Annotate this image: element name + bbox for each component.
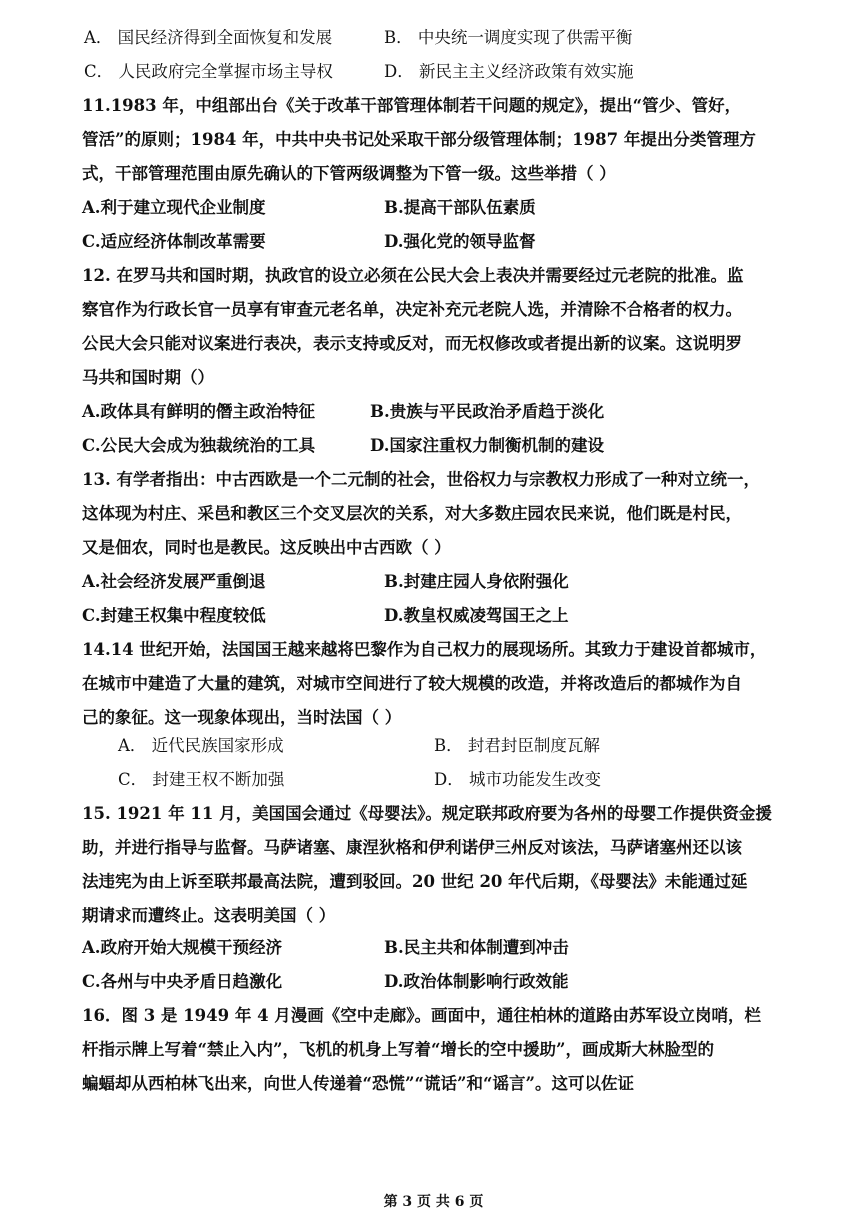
q15-line-4: 期请求而遭终止。这表明美国（ ） xyxy=(82,906,336,925)
q16-line-2: 杆指示牌上写着“禁止入内”，飞机的机身上写着“增长的空中援助”，画成斯大林脸型的 xyxy=(82,1040,714,1059)
q16-stem xyxy=(82,999,782,1101)
q12-option-c: C.公民大会成为独裁统治的工具 xyxy=(82,436,316,455)
q16-line-1: 16．图 3 是 1949 年 4 月漫画《空中走廊》。画面中，通往柏林的道路由苏军设立岗哨，栏 xyxy=(82,1006,762,1025)
q11-line-1: 11.1983 年，中组部出台《关于改革干部管理体制若干问题的规定》，提出“管少、管好， xyxy=(82,96,742,115)
q14-option-b: B． 封君封臣制度瓦解 xyxy=(434,736,600,755)
q15-option-c: C.各州与中央矛盾日趋激化 xyxy=(82,972,283,991)
q10-option-a: A． 国民经济得到全面恢复和发展 xyxy=(84,28,333,47)
q10-options-row-1 xyxy=(0,21,867,55)
q11-options-row-1 xyxy=(0,191,867,225)
q12-line-3: 公民大会只能对议案进行表决，表示支持或反对，而无权修改或者提出新的议案。这说明罗 xyxy=(82,334,742,353)
q14-options-row-2 xyxy=(0,763,867,797)
q12-line-4: 马共和国时期（） xyxy=(82,368,214,387)
q12-options-row-2 xyxy=(0,429,867,463)
q13-line-2: 这体现为村庄、采邑和教区三个交叉层次的关系，对大多数庄园农民来说，他们既是村民， xyxy=(82,504,742,523)
q15-option-b: B.民主共和体制遭到冲击 xyxy=(384,938,569,957)
q13-option-c: C.封建王权集中程度较低 xyxy=(82,606,266,625)
q15-option-d: D.政治体制影响行政效能 xyxy=(384,972,569,991)
q11-line-2: 管活”的原则；1984 年，中共中央书记处采取干部分级管理体制；1987 年提出分类管理方 xyxy=(82,130,756,149)
q11-stem xyxy=(82,89,782,191)
q14-option-d: D． 城市功能发生改变 xyxy=(434,770,601,789)
q15-line-1: 15. 1921 年 11 月，美国国会通过《母婴法》。规定联邦政府要为各州的母婴工作提供资金援 xyxy=(82,804,772,823)
q10-options-row-2 xyxy=(0,55,867,89)
q13-options-row-2 xyxy=(0,599,867,633)
q11-option-c: C.适应经济体制改革需要 xyxy=(82,232,266,251)
q15-line-3: 法违宪为由上诉至联邦最高法院，遭到驳回。20 世纪 20 年代后期，《母婴法》未能通过延 xyxy=(82,872,748,891)
q12-line-2: 察官作为行政长官一员享有审查元老名单，决定补充元老院人选，并清除不合格者的权力。 xyxy=(82,300,742,319)
q12-option-b: B.贵族与平民政治矛盾趋于淡化 xyxy=(370,402,605,421)
q10-option-d: D． 新民主主义经济政策有效实施 xyxy=(384,62,634,81)
q14-stem xyxy=(82,633,782,735)
q13-option-a: A.社会经济发展严重倒退 xyxy=(82,572,266,591)
q12-stem xyxy=(82,259,782,395)
q15-option-a: A.政府开始大规模干预经济 xyxy=(82,938,283,957)
q15-options-row-1 xyxy=(0,931,867,965)
q13-option-b: B.封建庄园人身依附强化 xyxy=(384,572,569,591)
q12-options-row-1 xyxy=(0,395,867,429)
q11-option-a: A.利于建立现代企业制度 xyxy=(82,198,266,217)
q14-line-1: 14.14 世纪开始，法国国王越来越将巴黎作为自己权力的展现场所。其致力于建设首都城市， xyxy=(82,640,767,659)
q15-stem xyxy=(82,797,782,933)
q14-option-a: A． 近代民族国家形成 xyxy=(118,736,284,755)
page-number-footer: 第 3 页 共 6 页 xyxy=(383,1194,484,1210)
q14-line-2: 在城市中建造了大量的建筑，对城市空间进行了较大规模的改造，并将改造后的都城作为自 xyxy=(82,674,742,693)
q13-stem xyxy=(82,463,782,565)
q13-line-3: 又是佃农，同时也是教民。这反映出中古西欧（ ） xyxy=(82,538,451,557)
q13-option-d: D.教皇权威凌驾国王之上 xyxy=(384,606,569,625)
q12-line-1: 12. 在罗马共和国时期，执政官的设立必须在公民大会上表决并需要经过元老院的批准。监 xyxy=(82,266,744,285)
q11-option-d: D.强化党的领导监督 xyxy=(384,232,536,251)
q10-option-b: B． 中央统一调度实现了供需平衡 xyxy=(384,28,633,47)
q15-line-2: 助，并进行指导与监督。马萨诸塞、康涅狄格和伊利诺伊三州反对该法，马萨诸塞州还以该 xyxy=(82,838,742,857)
q14-options-row-1 xyxy=(0,729,867,763)
q15-options-row-2 xyxy=(0,965,867,999)
q12-option-a: A.政体具有鲜明的僭主政治特征 xyxy=(82,402,316,421)
q12-option-d: D.国家注重权力制衡机制的建设 xyxy=(370,436,604,455)
q14-line-3: 己的象征。这一现象体现出，当时法国（ ） xyxy=(82,708,402,727)
q11-options-row-2 xyxy=(0,225,867,259)
q13-options-row-1 xyxy=(0,565,867,599)
q11-line-3: 式，干部管理范围由原先确认的下管两级调整为下管一级。这些举措（ ） xyxy=(82,164,616,183)
q11-option-b: B.提高干部队伍素质 xyxy=(384,198,536,217)
q10-option-c: C． 人民政府完全掌握市场主导权 xyxy=(84,62,333,81)
q13-line-1: 13. 有学者指出：中古西欧是一个二元制的社会，世俗权力与宗教权力形成了一种对立统一， xyxy=(82,470,760,489)
q16-line-3: 蝙蝠却从西柏林飞出来，向世人传递着“恐慌”“谎话”和“谣言”。这可以佐证 xyxy=(82,1074,634,1093)
q14-option-c: C． 封建王权不断加强 xyxy=(118,770,285,789)
